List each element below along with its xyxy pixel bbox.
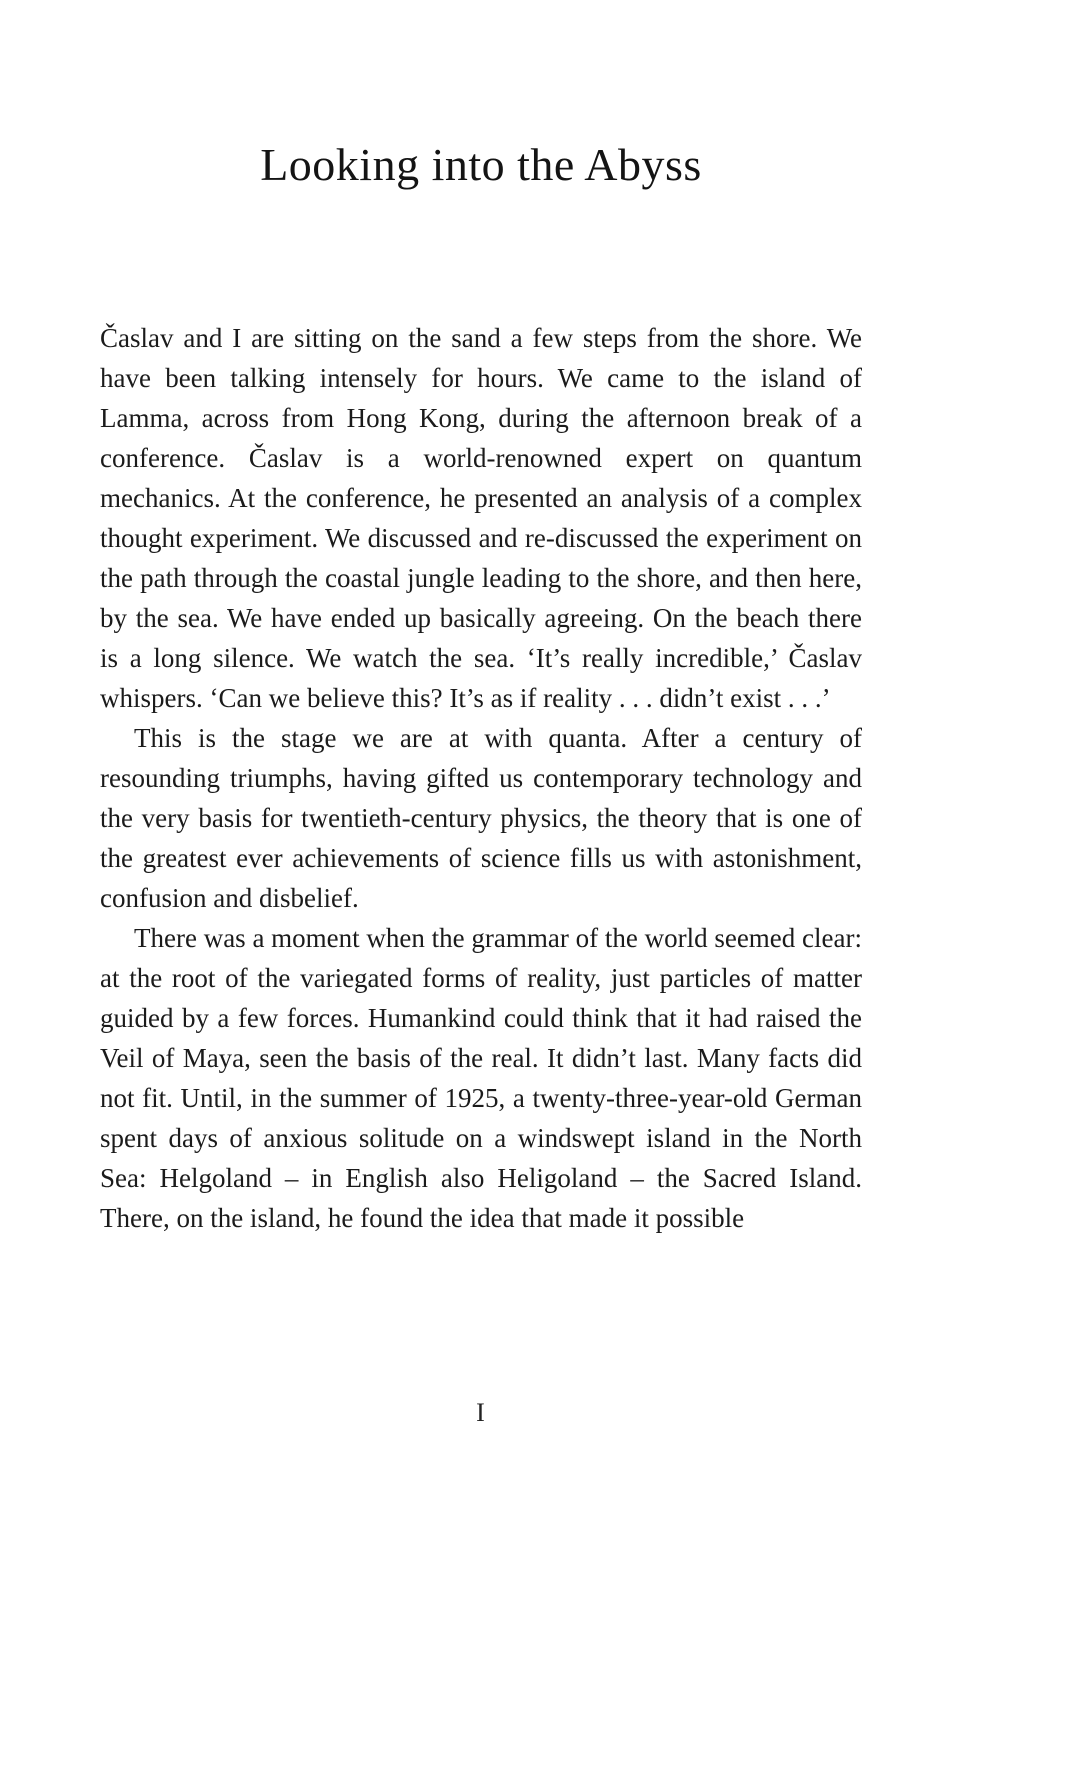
chapter-title: Looking into the Abyss	[260, 139, 702, 190]
paragraph-1: Časlav and I are sitting on the sand a few steps from the shore. We have been talking intensely for hours. We came to the island of Lamma, across from Hong Kong, during the afternoon break of a conference. Časlav is a world-renowned expert on quantum mechanics. At the conference, he presented an analysis of a complex thought experiment. We discussed and re-discussed the experiment on the path through the coastal jungle leading to the shore, and then here, by the sea. We have ended up basically agreeing. On the beach there is a long silence. We watch the sea. ‘It’s really incredible,’ Časlav whispers. ‘Can we believe this? It’s as if reality . . . didn’t exist . . .’	[100, 323, 862, 713]
paragraph-2: This is the stage we are at with quanta. After a century of resounding triumphs, having gifted us contemporary technology and the very basis for twentieth-century physics, the theory that is one of the greatest ever achievements of science fills us with astonishment, confusion and disbelief.	[100, 723, 862, 913]
page-number: I	[476, 1398, 486, 1427]
paragraph-3: There was a moment when the grammar of the world seemed clear: at the root of the variegated forms of reality, just particles of matter guided by a few forces. Humankind could think that it had raised the Veil of Maya, seen the basis of the real. It didn’t last. Many facts did not fit. Until, in the summer of 1925, a twenty-three-year-old German spent days of anxious solitude on a windswept island in the North Sea: Helgoland – in English also Heligoland – the Sacred Island. There, on the island, he found the idea that made it possible	[100, 923, 862, 1233]
body-text	[100, 318, 862, 1238]
